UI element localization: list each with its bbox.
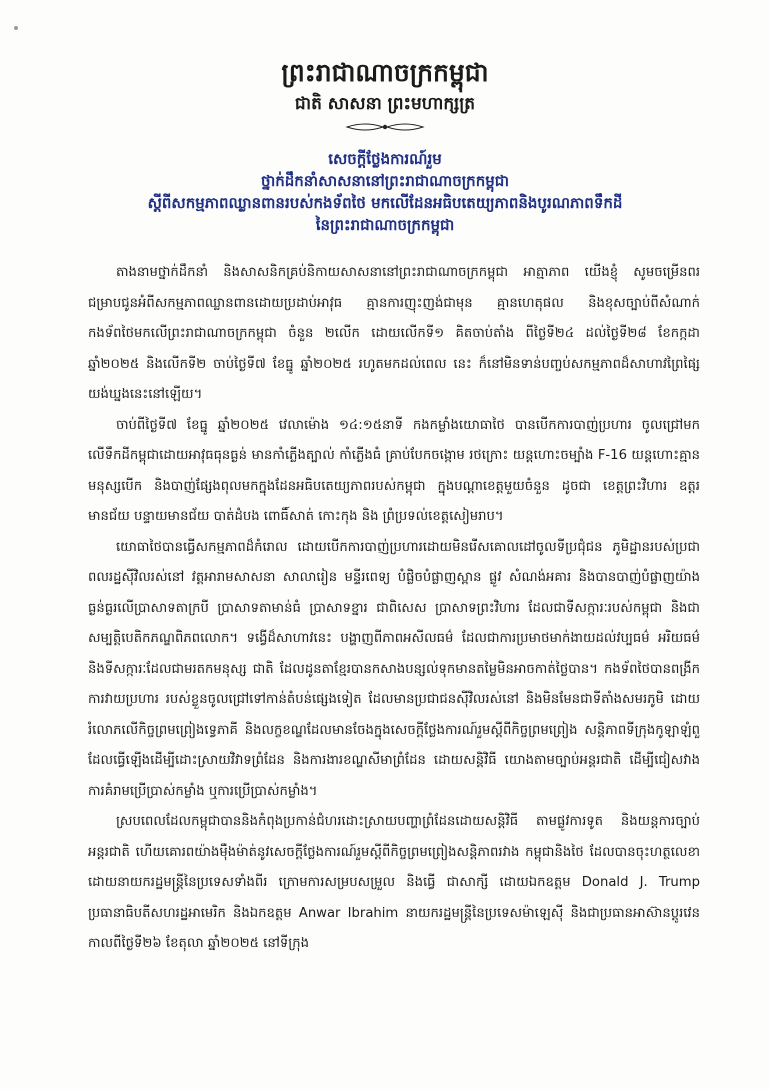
ornament-divider-icon [345,120,425,134]
title-line-2: ថ្នាក់ដឹកនាំសាសនានៅព្រះរាជាណាចក្រកម្ពុជា [260,172,510,190]
statement-body [88,258,700,960]
title-line-4: នៃព្រះរាជាណាចក្រកម្ពុជា [315,216,455,234]
title-line-3: ស្តីពីសកម្មភាពឈ្លានពានរបស់កងទ័ពថៃ មកលើដែនអធិបតេយ្យភាពនិងបូរណភាពទឹកដី [147,194,623,212]
paragraph-3: យោធាថៃបានធ្វើសកម្មភាពដ៏កំរោល ដោយបើកការបាញ់ប្រហារដោយមិនរើសគោលដៅចូលទីប្រជុំជន ភូមិដ្ឋានរបស់ប្រជាពលរដ្ឋស៊ីវិលរស់នៅ វត្តអារាមសាសនា សាលារៀន មន្ទីរពេទ្យ បំផ្លិចបំផ្លាញស្ពាន ផ្លូវ សំណង់អគារ និងបានបាញ់បំផ្លាញយ៉ាងធ្ងន់ធ្ងរលើប្រាសាទតាក្របី ប្រាសាទតាមាន់ធំ ប្រាសាទខ្នារ ជាពិសេស ប្រាសាទព្រះវិហារ ដែលជាទីសក្ការៈរបស់កម្ពុជា និងជាសម្បត្តិបេតិកភណ្ឌពិភពលោក។ ទង្វើដ៏សាហាវនេះ បង្ហាញពីភាពអសីលធម៌ ដែលជាការប្រមាថមាក់ងាយដល់វប្បធម៌ អរិយធម៌ និងទីសក្ការៈដែលជាមរតកមនុស្ស ជាតិ ដែលដូនតាខ្មែរបានកសាងបន្សល់ទុកមានតម្លៃមិនអាចកាត់ថ្លៃបាន។ កងទ័ពថៃបានពង្រីកការវាយប្រហារ របស់ខ្លួនចូលជ្រៅទៅកាន់តំបន់ផ្សេងទៀត ដែលមានប្រជាជនស៊ីវិលរស់នៅ និងមិនមែនជាទីតាំងសមរភូមិ ដោយរំលោភលើកិច្ចព្រមព្រៀងទ្វេភាគី និងលក្ខខណ្ឌដែលមានចែងក្នុងសេចក្តីថ្លែងការណ៍រួមស្តីពីកិច្ចព្រមព្រៀង សន្តិភាពទីក្រុងកូឡាឡំពួ ដែលធ្វើឡើងដើម្បីដោះស្រាយវិវាទព្រំដែន និងការងារខណ្ឌសីមាព្រំដែន ដោយសន្តិវិធី យោងតាមច្បាប់អន្តរជាតិ ដើម្បីជៀសវាងការគំរាមប្រើប្រាស់កម្លាំង ឬការប្រើប្រាស់កម្លាំង។ [88,539,700,799]
paragraph-4: ស្របពេលដែលកម្ពុជាបាននិងកំពុងប្រកាន់ជំហរដោះស្រាយបញ្ហាព្រំដែនដោយសន្តិវិធី តាមផ្លូវការទូត និងយន្តការច្បាប់អន្តរជាតិ ហើយគោរពយ៉ាងម៉ឺងម៉ាត់នូវសេចក្តីថ្លែងការណ៍រួមស្តីពីកិច្ចព្រមព្រៀងសន្តិភាពរវាង កម្ពុជានិងថៃ ដែលបានចុះហត្ថលេខាដោយនាយករដ្ឋមន្ត្រីនៃប្រទេសទាំងពីរ ក្រោមការសម្របសម្រួល និងធ្វើ ជាសាក្សី ដោយឯកឧត្តម Donald J. Trump ប្រធានាធិបតីសហរដ្ឋអាមេរិក និងឯកឧត្តម Anwar Ibrahim នាយករដ្ឋមន្ត្រីនៃប្រទេសម៉ាឡេស៊ី និងជាប្រធានអាស៊ានប្តូរវេន កាលពីថ្ងៃទី២៦ ខែតុលា ឆ្នាំ២០២៥ នៅទីក្រុង [88,814,700,951]
statement-title [60,148,710,236]
paragraph-2: ចាប់ពីថ្ងៃទី៧ ខែធ្នូ ឆ្នាំ២០២៥ វេលាម៉ោង ១៤:១៥នាទី កងកម្លាំងយោធាថៃ បានបើកការបាញ់ប្រហារ ចូលជ្រៅមកលើទឹកដីកម្ពុជាដោយអាវុធធុនធ្ងន់ មានកាំភ្លើងត្បាល់ កាំភ្លើងធំ គ្រាប់បែកចង្កោម រថក្រោះ យន្តហោះចម្បាំង F-16 យន្តហោះគ្មានមនុស្សបើក និងបាញ់ផ្សែងពុលមកក្នុងដែនអធិបតេយ្យភាពរបស់កម្ពុជា ក្នុងបណ្តាខេត្តមួយចំនួន ដូចជា ខេត្តព្រះវិហារ ឧត្តរមានជ័យ បន្ទាយមានជ័យ បាត់ដំបង ពោធិ៍សាត់ កោះកុង និង ព្រំប្រទល់ខេត្តសៀមរាប។ [88,417,700,524]
kingdom-heading: ព្រះរាជាណាចក្រកម្ពុជា [281,58,489,87]
title-line-1: សេចក្តីថ្លែងការណ៍រួម [328,150,442,168]
national-motto: ជាតិ សាសនា ព្រះមហាក្សត្រ [294,94,476,114]
scan-speck [14,26,18,30]
paragraph-1: តាងនាមថ្នាក់ដឹកនាំ និងសាសនិកគ្រប់និកាយសាសនានៅព្រះរាជាណាចក្រកម្ពុជា អាត្មាភាព យើងខ្ញុំ សូមចម្រើនពរ ជម្រាបជូនអំពីសកម្មភាពឈ្លានពានដោយប្រដាប់អាវុធ គ្មានការញុះញង់ជាមុន គ្មានហេតុផល និងខុសច្បាប់ពីសំណាក់កងទ័ពថៃមកលើព្រះរាជាណាចក្រកម្ពុជា ចំនួន ២លើក ដោយលើកទី១ គិតចាប់តាំង ពីថ្ងៃទី២៤ ដល់ថ្ងៃទី២៨ ខែកក្កដា ឆ្នាំ២០២៥ និងលើកទី២ ចាប់ថ្ងៃទី៧ ខែធ្នូ ឆ្នាំ២០២៥ រហូតមកដល់ពេល នេះ ក៏នៅមិនទាន់បញ្ចប់សកម្មភាពដ៏សាហាវព្រៃផ្សៃយង់ឃ្នងនេះនៅឡើយ។ [88,265,700,402]
